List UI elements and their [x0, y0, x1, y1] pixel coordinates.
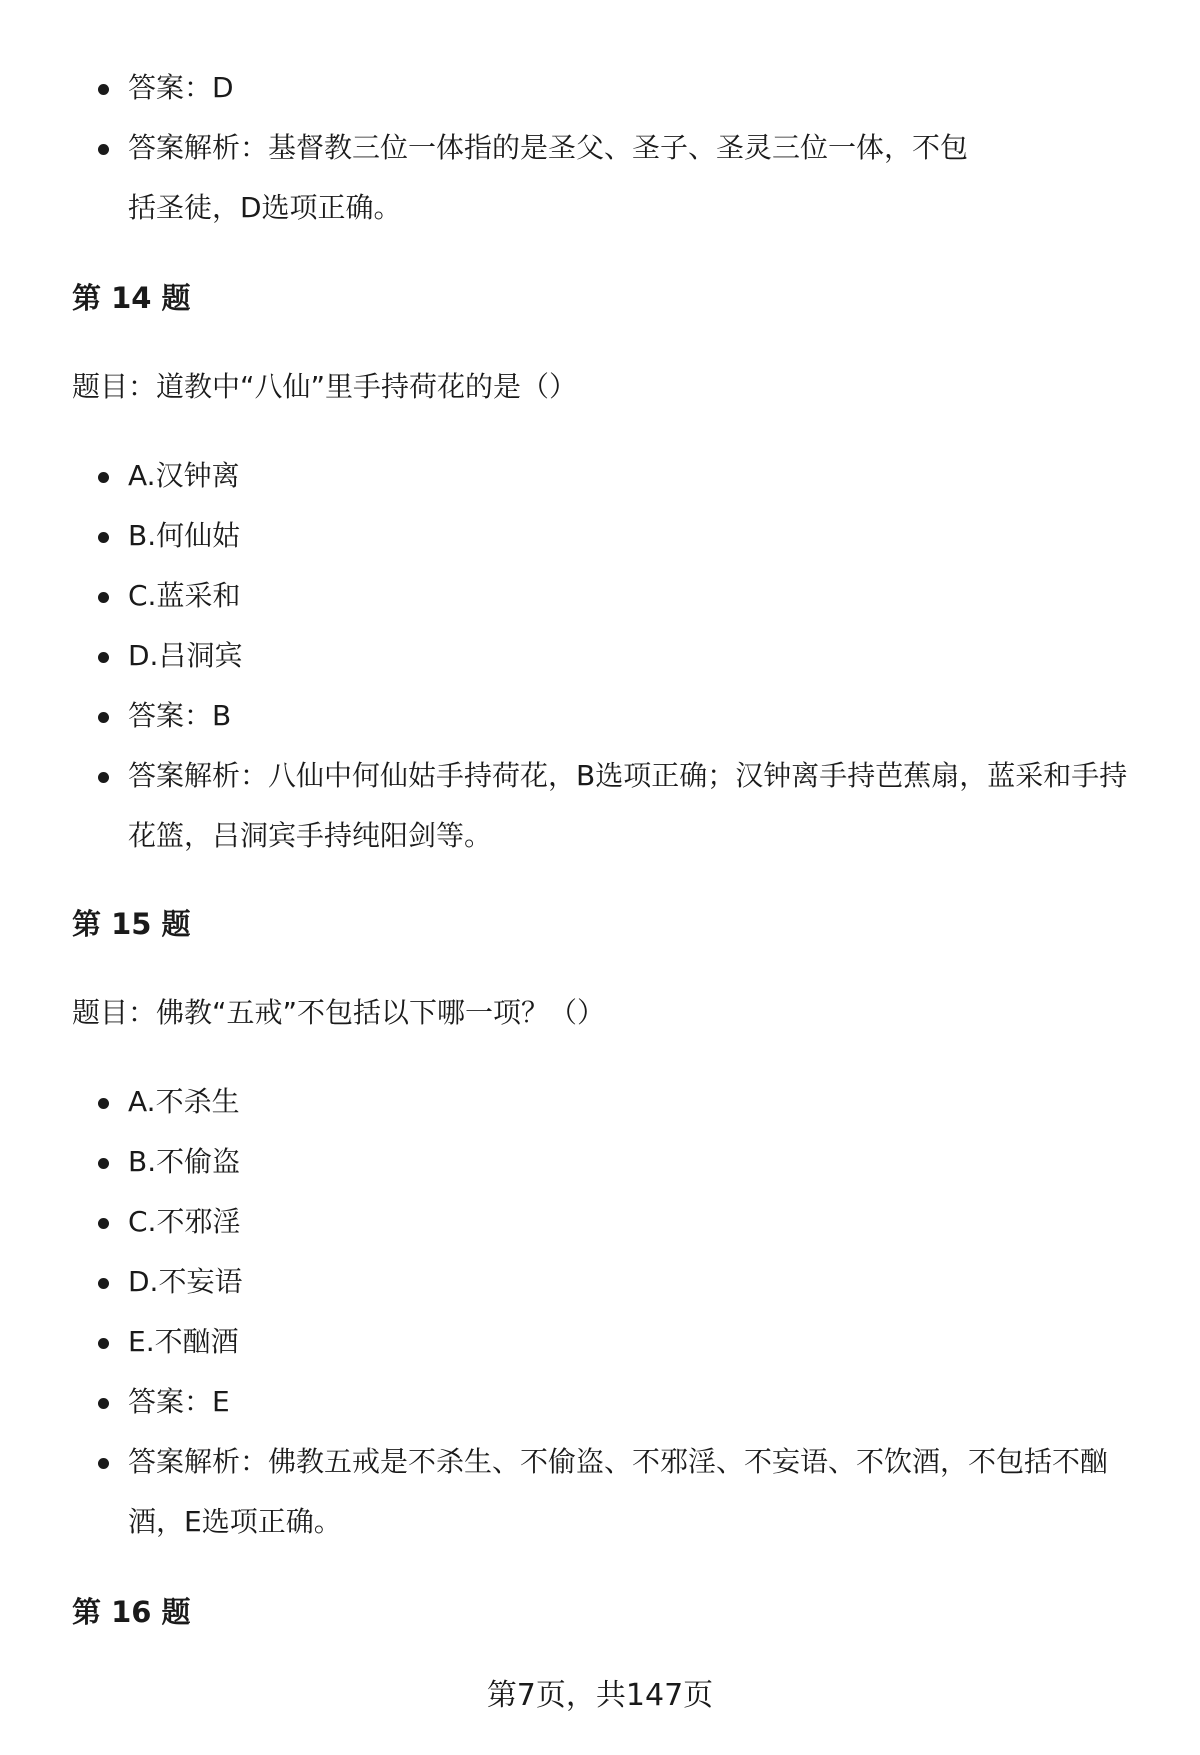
q16-title: 第 16 题 — [72, 1595, 191, 1629]
q15-option-c: C.不邪淫 — [0, 1192, 1200, 1252]
q14-option-d: D.吕洞宾 — [0, 626, 1200, 686]
q13-answer: 答案：D — [0, 58, 1200, 118]
q15-stem: 题目：佛教“五戒”不包括以下哪一项？（） — [72, 996, 606, 1029]
q14-options — [0, 446, 1200, 866]
q15-option-b: B.不偷盗 — [0, 1132, 1200, 1192]
q14-title: 第 14 题 — [72, 281, 191, 315]
q15-options — [0, 1072, 1200, 1552]
q14-stem: 题目：道教中“八仙”里手持荷花的是（） — [72, 370, 578, 403]
q13-items — [0, 58, 1200, 238]
q15-option-a: A.不杀生 — [0, 1072, 1200, 1132]
q15-option-d: D.不妄语 — [0, 1252, 1200, 1312]
q14-explanation: 答案解析：八仙中何仙姑手持荷花，B选项正确；汉钟离手持芭蕉扇，蓝采和手持花篮，吕洞宾手持纯阳剑等。 — [0, 746, 1200, 866]
q13-explanation: 答案解析：基督教三位一体指的是圣父、圣子、圣灵三位一体，不包括圣徒，D选项正确。 — [0, 118, 1200, 238]
q14-answer: 答案：B — [0, 686, 1200, 746]
page-number: 第7页，共147页 — [486, 1678, 714, 1713]
q15-option-e: E.不酗酒 — [0, 1312, 1200, 1372]
q14-option-b: B.何仙姑 — [0, 506, 1200, 566]
q15-explanation: 答案解析：佛教五戒是不杀生、不偷盗、不邪淫、不妄语、不饮酒，不包括不酗酒，E选项正确。 — [0, 1432, 1200, 1552]
q14-option-a: A.汉钟离 — [0, 446, 1200, 506]
q15-title: 第 15 题 — [72, 907, 191, 941]
q15-answer: 答案：E — [0, 1372, 1200, 1432]
q14-option-c: C.蓝采和 — [0, 566, 1200, 626]
